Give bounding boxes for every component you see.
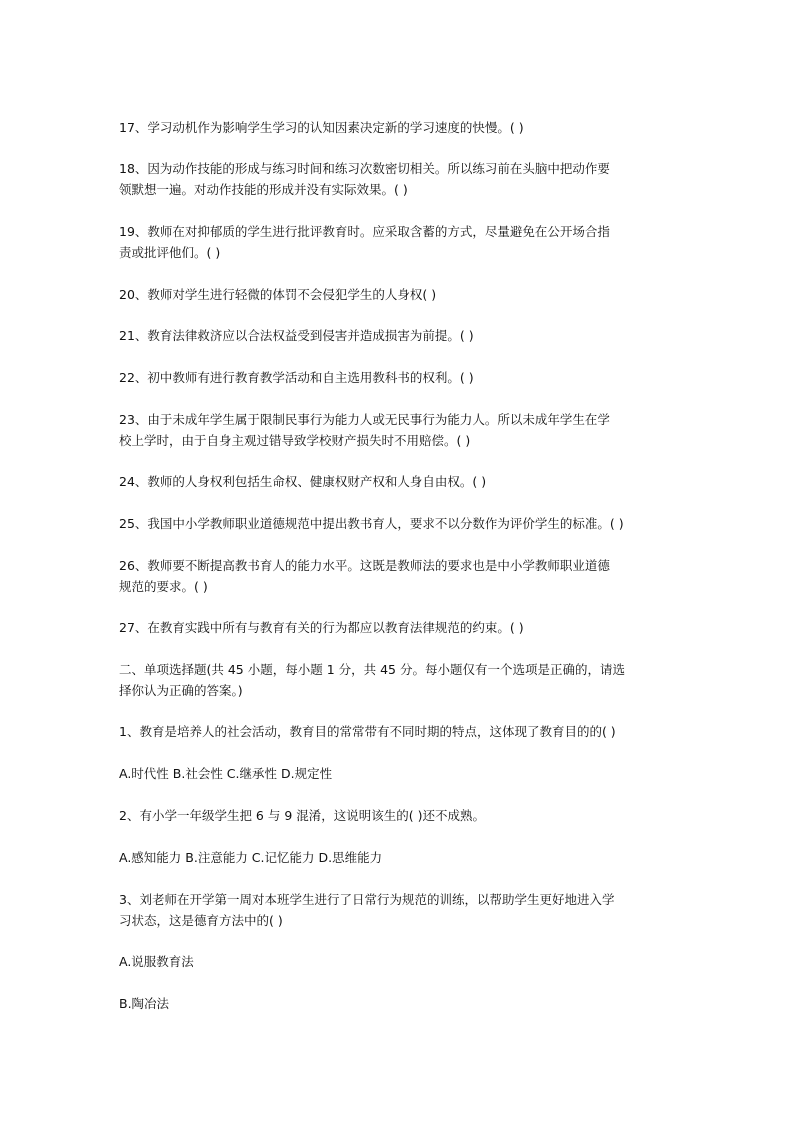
choice-question-3	[119, 889, 699, 931]
choice-question-1-options-line: A.时代性 B.社会性 C.继承性 D.规定性	[119, 766, 333, 781]
question-19	[119, 221, 699, 263]
question-20	[119, 284, 699, 305]
question-22-line-1: 22、初中教师有进行教育教学活动和自主选用教科书的权利。( )	[119, 370, 474, 385]
question-26-line-1: 26、教师要不断提高教书育人的能力水平。这既是教师法的要求也是中小学教师职业道德	[119, 558, 610, 573]
question-17	[119, 117, 699, 138]
choice-question-3-line-1: 3、刘老师在开学第一周对本班学生进行了日常行为规范的训练，以帮助学生更好地进入学	[119, 892, 615, 907]
choice-question-3-option-a	[119, 951, 699, 972]
choice-question-2-options	[119, 847, 699, 868]
question-18-line-2: 领默想一遍。对动作技能的形成并没有实际效果。( )	[119, 182, 408, 197]
question-27-line-1: 27、在教育实践中所有与教育有关的行为都应以教育法律规范的约束。( )	[119, 620, 524, 635]
choice-question-1-line-1: 1、教育是培养人的社会活动，教育目的常常带有不同时期的特点，这体现了教育目的的( )	[119, 724, 616, 739]
question-24-line-1: 24、教师的人身权利包括生命权、健康权财产权和人身自由权。( )	[119, 474, 487, 489]
question-22	[119, 367, 699, 388]
question-27	[119, 617, 699, 638]
choice-question-1-options	[119, 763, 699, 784]
choice-question-3-option-a-text: A.说服教育法	[119, 954, 194, 969]
choice-question-3-option-b-text: B.陶冶法	[119, 996, 170, 1011]
question-25-line-1: 25、我国中小学教师职业道德规范中提出教书育人，要求不以分数作为评价学生的标准。( )	[119, 516, 624, 531]
choice-question-2-line-1: 2、有小学一年级学生把 6 与 9 混淆，这说明该生的( )还不成熟。	[119, 808, 485, 823]
choice-question-2	[119, 805, 699, 826]
choice-question-3-line-2: 习状态，这是德育方法中的( )	[119, 913, 283, 928]
section-heading-single-choice	[119, 659, 699, 701]
section-heading-line-2: 择你认为正确的答案。)	[119, 683, 243, 698]
question-18-line-1: 18、因为动作技能的形成与练习时间和练习次数密切相关。所以练习前在头脑中把动作要	[119, 161, 610, 176]
question-18	[119, 158, 699, 200]
question-23-line-2: 校上学时，由于自身主观过错导致学校财产损失时不用赔偿。( )	[119, 433, 471, 448]
choice-question-1	[119, 721, 699, 742]
question-24	[119, 471, 699, 492]
question-20-line-1: 20、教师对学生进行轻微的体罚不会侵犯学生的人身权( )	[119, 287, 437, 302]
question-25	[119, 513, 699, 534]
question-21-line-1: 21、教育法律救济应以合法权益受到侵害并造成损害为前提。( )	[119, 328, 474, 343]
choice-question-3-option-b	[119, 993, 699, 1014]
section-heading-line-1: 二、单项选择题(共 45 小题，每小题 1 分，共 45 分。每小题仅有一个选项是正确的，请选	[119, 662, 625, 677]
question-19-line-1: 19、教师在对抑郁质的学生进行批评教育时。应采取含蓄的方式，尽量避免在公开场合指	[119, 224, 610, 239]
question-26-line-2: 规范的要求。( )	[119, 579, 208, 594]
question-17-line-1: 17、学习动机作为影响学生学习的认知因素决定新的学习速度的快慢。( )	[119, 120, 524, 135]
question-19-line-2: 责或批评他们。( )	[119, 245, 221, 260]
question-26	[119, 555, 699, 597]
question-23-line-1: 23、由于未成年学生属于限制民事行为能力人或无民事行为能力人。所以未成年学生在学	[119, 412, 610, 427]
question-23	[119, 409, 699, 451]
choice-question-2-options-line: A.感知能力 B.注意能力 C.记忆能力 D.思维能力	[119, 850, 383, 865]
question-21	[119, 325, 699, 346]
